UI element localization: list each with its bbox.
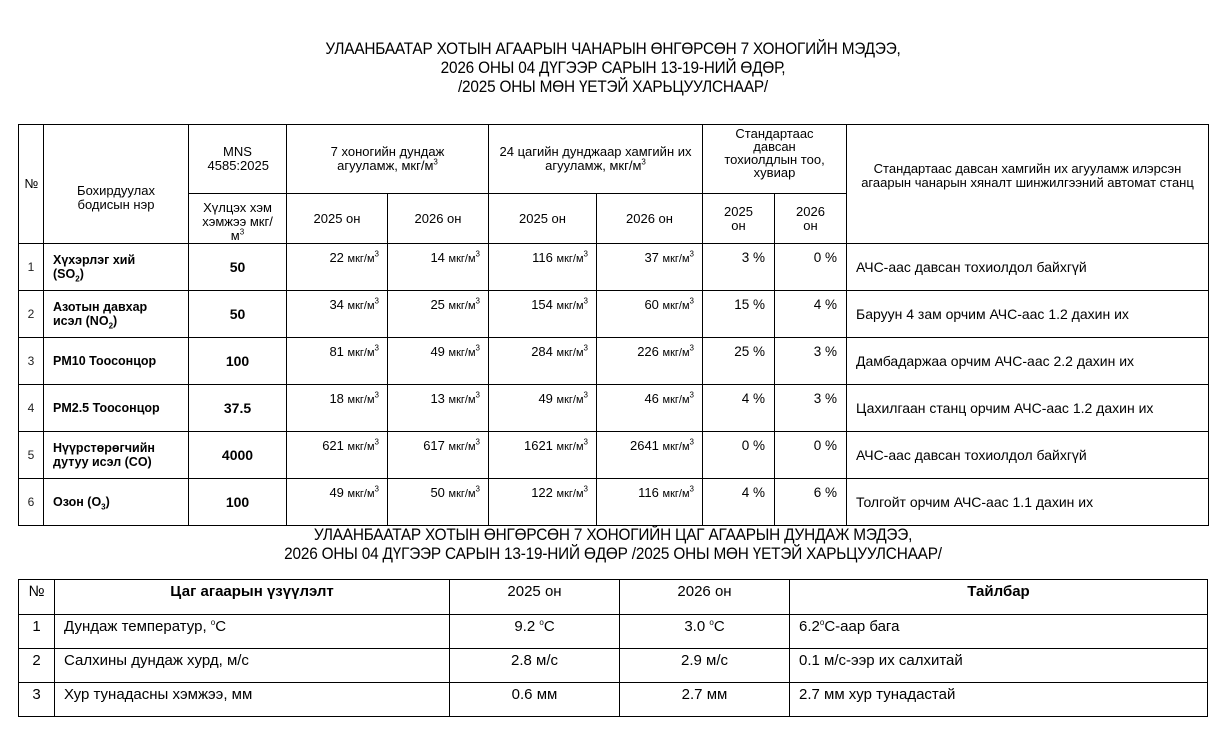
unit: мкг/м	[662, 347, 690, 359]
unit-sup: 3	[475, 343, 480, 353]
header-exceed-pct-text: Стандартаас давсан тохиолдлын тоо, хувиар	[724, 126, 825, 180]
weather-table	[18, 579, 1208, 717]
unit: мкг/м	[347, 347, 375, 359]
weather-value-2025-unit: C	[543, 618, 555, 635]
max-2025-number: 122	[531, 485, 553, 500]
max-2026	[597, 338, 703, 385]
avg-2026	[388, 479, 489, 526]
unit: мкг/м	[662, 488, 690, 500]
header-station-text: Стандартаас давсан хамгийн их агууламж илэрсэн агаарын чанарын хяналт шинжилгээний автомат станц	[861, 161, 1194, 190]
weather-indicator-text: Дундаж температур,	[64, 618, 211, 635]
unit: мкг/м	[556, 488, 584, 500]
avg-2026	[388, 432, 489, 479]
max-2025-number: 116	[532, 250, 553, 265]
unit-sup: 3	[374, 390, 379, 400]
header-avg-2026: 2026 он	[388, 194, 489, 244]
header-standard-top	[189, 125, 287, 194]
station-note: АЧС-аас давсан тохиолдол байхгүй	[847, 432, 1209, 479]
weather-indicator-text: Салхины дундаж хурд, м/с	[64, 652, 249, 669]
pollutant-name-line-2: (SO	[53, 267, 76, 281]
pct-2026: 0 %	[775, 432, 847, 479]
degree-sup: o	[539, 618, 544, 627]
avg-2026-number: 49	[430, 344, 445, 359]
pct-2026: 4 %	[775, 291, 847, 338]
pollutant-name-close-2: )	[79, 267, 84, 281]
row-no: 2	[19, 291, 44, 338]
avg-2025	[287, 432, 388, 479]
table-row	[19, 291, 1209, 338]
max-2026-number: 37	[644, 250, 659, 265]
unit-sup: 3	[689, 249, 694, 259]
standard-value: 37.5	[189, 385, 287, 432]
pollutant-name-line-1: Нүүрстөрөгчийн	[53, 441, 155, 455]
weather-value-2026	[620, 683, 790, 717]
pollutant-name	[44, 338, 189, 385]
avg-2026	[388, 244, 489, 291]
unit: мкг/м	[347, 488, 375, 500]
pct-2025: 4 %	[703, 385, 775, 432]
header-station	[847, 125, 1209, 244]
pollutant-name	[44, 244, 189, 291]
header-daily-max-sup: 3	[641, 157, 646, 167]
weather-note-rest: C-аар бага	[824, 618, 900, 635]
pollutant-name-line-1: PM10 Тоосонцор	[53, 354, 157, 368]
station-note: Баруун 4 зам орчим АЧС-аас 1.2 дахин их	[847, 291, 1209, 338]
unit-sup: 3	[583, 390, 588, 400]
unit: мкг/м	[347, 300, 375, 312]
station-note: Цахилгаан станц орчим АЧС-аас 1.2 дахин их	[847, 385, 1209, 432]
max-2026-number: 226	[637, 344, 659, 359]
table-row	[19, 479, 1209, 526]
table-header-row	[19, 125, 1209, 194]
unit-sup: 3	[475, 296, 480, 306]
weather-note-text: 2.7 мм хур тунадастай	[799, 686, 956, 703]
header-weekly-avg-text: 7 хоногийн дундаж агууламж, мкг/м	[330, 144, 445, 173]
weather-indicator-unit: C	[215, 618, 227, 635]
max-2026-number: 2641	[629, 438, 659, 453]
weather-header-note: Тайлбар	[790, 580, 1208, 615]
max-2025	[489, 432, 597, 479]
header-avg-2025: 2025 он	[287, 194, 388, 244]
max-2026	[597, 291, 703, 338]
weather-value-2025-text: 9.2	[514, 618, 540, 635]
header-standard-top-text: MNS 4585:2025	[207, 144, 269, 173]
header-standard-bottom-text: Хүлцэх хэм хэмжээ мкг/м	[202, 200, 273, 243]
weather-header-row	[19, 580, 1208, 615]
weather-row-no: 3	[19, 683, 55, 717]
unit-sup: 3	[374, 437, 379, 447]
table-row	[19, 432, 1209, 479]
avg-2025-number: 621	[322, 438, 344, 453]
row-no: 5	[19, 432, 44, 479]
unit-sup: 3	[583, 437, 588, 447]
weather-row-no: 1	[19, 615, 55, 649]
unit-sup: 3	[689, 296, 694, 306]
avg-2026-number: 13	[430, 391, 445, 406]
weather-row	[19, 615, 1208, 649]
header-pct-2025-year: 2025	[724, 203, 753, 219]
avg-2025	[287, 291, 388, 338]
avg-2025	[287, 479, 388, 526]
max-2026-number: 46	[644, 391, 659, 406]
standard-value: 100	[189, 479, 287, 526]
pct-2025: 25 %	[703, 338, 775, 385]
weather-value-2025	[450, 683, 620, 717]
weather-value-2026-unit: C	[713, 618, 725, 635]
max-2025-number: 1621	[523, 438, 553, 453]
avg-2026-number: 50	[430, 485, 445, 500]
pct-2025: 3 %	[703, 244, 775, 291]
header-pct-2026-suffix: он	[803, 217, 818, 233]
weather-value-2025	[450, 649, 620, 683]
avg-2026	[388, 291, 489, 338]
header-no: №	[19, 125, 44, 244]
weather-header-2025: 2025 он	[450, 580, 620, 615]
max-2025	[489, 479, 597, 526]
weather-title	[43, 526, 1183, 564]
unit-sup: 3	[475, 390, 480, 400]
weather-note-text: 6.2	[799, 618, 820, 635]
avg-2026	[388, 385, 489, 432]
header-pct-2025	[703, 194, 775, 244]
avg-2025-number: 34	[329, 297, 344, 312]
unit-sup: 3	[583, 296, 588, 306]
weather-indicator	[55, 615, 450, 649]
avg-2025	[287, 385, 388, 432]
weather-note-text: 0.1 м/с-ээр их салхитай	[799, 652, 963, 669]
header-max-2026: 2026 он	[597, 194, 703, 244]
unit: мкг/м	[347, 394, 375, 406]
pct-2026: 3 %	[775, 338, 847, 385]
header-standard-bottom	[189, 194, 287, 244]
row-no: 3	[19, 338, 44, 385]
header-max-2025: 2025 он	[489, 194, 597, 244]
header-weekly-avg-sup: 3	[433, 157, 438, 167]
pct-2026: 0 %	[775, 244, 847, 291]
weather-value-2025-text: 0.6 мм	[511, 686, 558, 703]
unit-sup: 3	[583, 343, 588, 353]
weather-header-2026: 2026 он	[620, 580, 790, 615]
table-row	[19, 338, 1209, 385]
unit-sup: 3	[374, 484, 379, 494]
pollutant-name-sub: 3	[101, 502, 106, 512]
pct-2025: 15 %	[703, 291, 775, 338]
weather-value-2026-text: 2.7 мм	[681, 686, 728, 703]
weather-header-indicator: Цаг агаарын үзүүлэлт	[55, 580, 450, 615]
max-2026	[597, 385, 703, 432]
unit: мкг/м	[556, 394, 584, 406]
table-row	[19, 244, 1209, 291]
header-exceed-pct	[703, 125, 847, 194]
max-2025	[489, 385, 597, 432]
unit: мкг/м	[662, 394, 690, 406]
header-weekly-avg	[287, 125, 489, 194]
unit: мкг/м	[556, 347, 584, 359]
avg-2025-number: 81	[329, 344, 344, 359]
unit: мкг/м	[448, 253, 476, 265]
unit: мкг/м	[662, 441, 690, 453]
weather-indicator	[55, 683, 450, 717]
pollutant-name	[44, 432, 189, 479]
unit-sup: 3	[475, 249, 480, 259]
weather-header-no: №	[19, 580, 55, 615]
weather-note	[790, 683, 1208, 717]
weather-value-2026-text: 2.9 м/с	[681, 652, 728, 669]
weather-note	[790, 615, 1208, 649]
pollutant-name-line-1: Озон (O	[53, 495, 102, 509]
max-2026	[597, 479, 703, 526]
standard-value: 100	[189, 338, 287, 385]
row-no: 4	[19, 385, 44, 432]
degree-sup: o	[709, 618, 714, 627]
max-2025	[489, 244, 597, 291]
max-2025-number: 284	[531, 344, 553, 359]
weather-value-2026	[620, 615, 790, 649]
pollutant-name-line-1: PM2.5 Тоосонцор	[53, 401, 160, 415]
row-no: 1	[19, 244, 44, 291]
header-daily-max-text: 24 цагийн дунджаар хамгийн их агууламж, мкг/м	[499, 144, 692, 173]
header-pct-2026	[775, 194, 847, 244]
header-pct-2026-year: 2026	[796, 203, 825, 219]
max-2025	[489, 291, 597, 338]
avg-2026-number: 617	[423, 438, 445, 453]
max-2026	[597, 432, 703, 479]
unit: мкг/м	[448, 347, 476, 359]
unit: мкг/м	[448, 300, 476, 312]
avg-2025	[287, 244, 388, 291]
pollutant-name-sub-2: 2	[75, 274, 80, 284]
air-quality-table	[18, 124, 1209, 526]
air-quality-title-line-3: /2025 ОНЫ МӨН ҮЕТЭЙ ХАРЬЦУУЛСНААР/	[457, 78, 769, 96]
pollutant-name	[44, 385, 189, 432]
header-pollutant-name	[44, 125, 189, 244]
pollutant-name-line-2: исэл (NO	[53, 314, 109, 328]
pollutant-name-line-1: Хүхэрлэг хий	[53, 253, 136, 267]
station-note: Дамбадаржаа орчим АЧС-аас 2.2 дахин их	[847, 338, 1209, 385]
avg-2026-number: 25	[430, 297, 445, 312]
max-2026	[597, 244, 703, 291]
unit: мкг/м	[556, 253, 584, 265]
max-2025-number: 49	[538, 391, 553, 406]
avg-2025	[287, 338, 388, 385]
header-daily-max	[489, 125, 703, 194]
avg-2025-number: 18	[329, 391, 344, 406]
unit: мкг/м	[662, 253, 690, 265]
unit: мкг/м	[347, 253, 375, 265]
unit: мкг/м	[556, 300, 584, 312]
pct-2026: 3 %	[775, 385, 847, 432]
header-pct-2025-suffix: он	[731, 217, 746, 233]
air-quality-title-line-1: УЛААНБААТАР ХОТЫН АГААРЫН ЧАНАРЫН ӨНГӨРСӨН 7 ХОНОГИЙН МЭДЭЭ,	[325, 40, 901, 58]
air-quality-title	[43, 40, 1183, 97]
avg-2025-number: 49	[329, 485, 344, 500]
pollutant-name-sub-2: 2	[108, 321, 114, 331]
table-row	[19, 385, 1209, 432]
unit-sup: 3	[583, 484, 588, 494]
header-standard-bottom-sup: 3	[239, 227, 245, 237]
unit-sup: 3	[583, 249, 588, 259]
weather-row	[19, 649, 1208, 683]
pollutant-name-line-1: Азотын давхар	[53, 300, 148, 314]
unit-sup: 3	[475, 437, 480, 447]
unit-sup: 3	[374, 343, 379, 353]
unit-sup: 3	[689, 437, 694, 447]
pollutant-name-line-2: дутуу исэл (CO)	[53, 455, 152, 469]
air-quality-title-line-2: 2026 ОНЫ 04 ДҮГЭЭР САРЫН 13-19-НИЙ ӨДӨР,	[440, 59, 786, 77]
weather-row-no: 2	[19, 649, 55, 683]
pollutant-name	[44, 479, 189, 526]
weather-indicator-text: Хур тунадасны хэмжээ, мм	[64, 686, 253, 703]
unit: мкг/м	[448, 441, 476, 453]
unit-sup: 3	[689, 390, 694, 400]
pct-2026: 6 %	[775, 479, 847, 526]
unit-sup: 3	[689, 343, 694, 353]
max-2025-number: 154	[531, 297, 553, 312]
weather-title-line-2: 2026 ОНЫ 04 ДҮГЭЭР САРЫН 13-19-НИЙ ӨДӨР /2025 ОНЫ МӨН ҮЕТЭЙ ХАРЬЦУУЛСНААР/	[284, 545, 942, 563]
standard-value: 50	[189, 244, 287, 291]
avg-2026	[388, 338, 489, 385]
standard-value: 4000	[189, 432, 287, 479]
weather-value-2025-text: 2.8 м/с	[511, 652, 558, 669]
pollutant-name-close-2: )	[113, 314, 118, 328]
unit: мкг/м	[662, 300, 690, 312]
row-no: 6	[19, 479, 44, 526]
unit: мкг/м	[556, 441, 584, 453]
weather-value-2026-text: 3.0	[684, 618, 710, 635]
degree-sup: o	[210, 618, 216, 627]
pct-2025: 0 %	[703, 432, 775, 479]
unit-sup: 3	[374, 296, 379, 306]
avg-2025-number: 22	[329, 250, 344, 265]
unit-sup: 3	[689, 484, 694, 494]
degree-sup: o	[819, 618, 825, 627]
weather-indicator	[55, 649, 450, 683]
max-2026-number: 116	[638, 485, 659, 500]
weather-note	[790, 649, 1208, 683]
standard-value: 50	[189, 291, 287, 338]
weather-value-2025	[450, 615, 620, 649]
weather-value-2026	[620, 649, 790, 683]
weather-title-line-1: УЛААНБААТАР ХОТЫН ӨНГӨРСӨН 7 ХОНОГИЙН ЦАГ АГААРЫН ДУНДАЖ МЭДЭЭ,	[313, 526, 913, 544]
unit: мкг/м	[347, 441, 375, 453]
max-2026-number: 60	[644, 297, 659, 312]
weather-row	[19, 683, 1208, 717]
station-note: Толгойт орчим АЧС-аас 1.1 дахин их	[847, 479, 1209, 526]
pollutant-name	[44, 291, 189, 338]
avg-2026-number: 14	[430, 250, 445, 265]
unit: мкг/м	[448, 394, 476, 406]
unit-sup: 3	[374, 249, 379, 259]
pct-2025: 4 %	[703, 479, 775, 526]
unit: мкг/м	[448, 488, 476, 500]
max-2025	[489, 338, 597, 385]
unit-sup: 3	[475, 484, 480, 494]
station-note: АЧС-аас давсан тохиолдол байхгүй	[847, 244, 1209, 291]
pollutant-name-close: )	[105, 495, 110, 509]
header-pollutant-name-text: Бохирдуулах бодисын нэр	[77, 183, 155, 212]
